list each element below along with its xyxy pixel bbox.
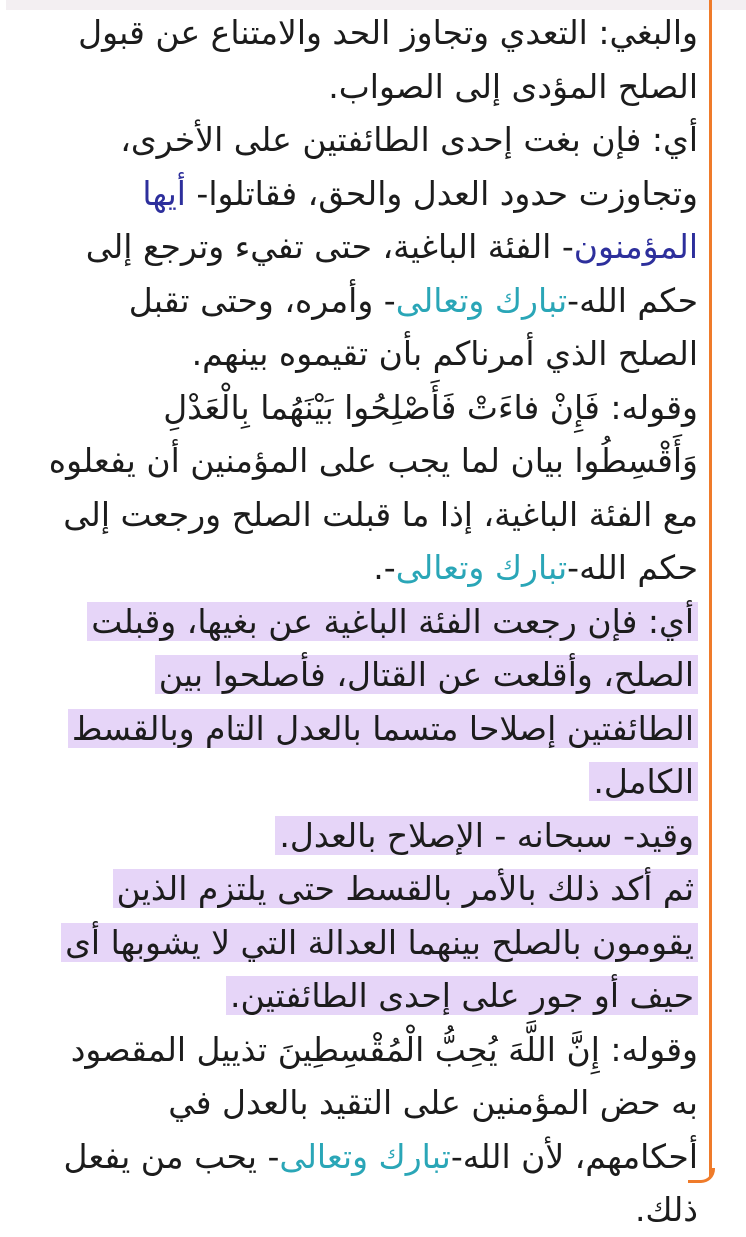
text-line: [28, 595, 698, 649]
text-span: تذييل المقصود: [70, 1029, 278, 1069]
text-line: [28, 1023, 698, 1077]
text-line: [28, 969, 698, 1023]
text-line: [28, 381, 698, 435]
text-line: [28, 648, 698, 702]
quran-quote: وَأَقْسِطُوا: [574, 441, 698, 480]
teal-term: تبارك وتعالى: [395, 548, 568, 587]
highlighted-text[interactable]: الصلح، وأقلعت عن القتال، فأصلحوا بين: [155, 655, 698, 694]
text-line: [28, 434, 698, 488]
text-span: ذلك.: [634, 1190, 698, 1229]
highlighted-text[interactable]: ثم أكد ذلك بالأمر بالقسط حتى يلتزم الذين: [113, 869, 698, 908]
text-line: [28, 60, 698, 114]
text-line: [28, 274, 698, 328]
text-span: حكم الله-: [567, 548, 698, 587]
blue-term: أيها: [142, 173, 186, 213]
text-span: أي: فإن بغت إحدى الطائفتين على الأخرى،: [120, 120, 698, 159]
text-line: [28, 1130, 698, 1184]
article-text: [28, 6, 698, 1237]
highlighted-text[interactable]: أي: فإن رجعت الفئة الباغية عن بغيها، وقبلت: [87, 602, 698, 641]
text-span: - يحب من يفعل: [63, 1136, 280, 1176]
text-line: [28, 220, 698, 274]
text-line: [28, 1076, 698, 1130]
text-span: والبغي: التعدي وتجاوز الحد والامتناع عن قبول: [78, 13, 698, 52]
text-span: مع الفئة الباغية، إذا ما قبلت الصلح ورجعت إلى: [63, 494, 698, 534]
text-line: [28, 755, 698, 809]
text-line: [28, 809, 698, 863]
teal-term: تبارك وتعالى: [395, 280, 568, 320]
highlighted-text[interactable]: حيف أو جور على إحدى الطائفتين.: [226, 976, 698, 1015]
teal-term: تبارك وتعالى: [279, 1136, 451, 1176]
text-line: [28, 113, 698, 167]
quran-quote: إِنَّ اللَّهَ يُحِبُّ الْمُقْسِطِينَ: [277, 1029, 600, 1069]
text-line: [28, 488, 698, 542]
text-line: [28, 702, 698, 756]
text-span: بيان لما يجب على المؤمنين أن يفعلوه: [48, 441, 575, 480]
text-line: [28, 862, 698, 916]
text-line: [28, 1183, 698, 1237]
text-span: - الفئة الباغية، حتى تفيء وترجع إلى: [85, 227, 574, 266]
highlighted-text[interactable]: وقيد- سبحانه - الإصلاح بالعدل.: [275, 816, 698, 855]
text-span: - وأمره، وحتى تقبل: [128, 280, 396, 320]
page-edge-accent: [709, 0, 712, 1178]
text-line: [28, 6, 698, 60]
text-span: وتجاوزت حدود العدل والحق، فقاتلوا-: [185, 173, 698, 213]
text-span: الصلح الذي أمرناكم بأن تقيموه بينهم.: [191, 334, 698, 373]
left-margin: [0, 0, 6, 1200]
text-line: [28, 541, 698, 595]
text-span: الصلح المؤدى إلى الصواب.: [328, 66, 698, 106]
text-span: -.: [373, 548, 396, 587]
text-span: وقوله:: [599, 1029, 698, 1069]
text-span: حكم الله-: [567, 280, 698, 320]
text-line: [28, 916, 698, 970]
text-line: [28, 327, 698, 381]
text-span: به حض المؤمنين على التقيد بالعدل في: [168, 1083, 698, 1122]
quran-quote: فَإِنْ فاءَتْ فَأَصْلِحُوا بَيْنَهُما بِالْعَدْلِ: [163, 387, 600, 427]
text-line: [28, 167, 698, 221]
highlighted-text[interactable]: الطائفتين إصلاحا متسما بالعدل التام وبالقسط: [68, 709, 698, 748]
highlighted-text[interactable]: الكامل.: [589, 762, 698, 801]
text-span: وقوله:: [599, 387, 698, 427]
highlighted-text[interactable]: يقومون بالصلح بينهما العدالة التي لا يشوبها أى: [61, 923, 698, 962]
text-span: أحكامهم، لأن الله-: [450, 1136, 698, 1176]
blue-term: المؤمنون: [573, 227, 698, 266]
